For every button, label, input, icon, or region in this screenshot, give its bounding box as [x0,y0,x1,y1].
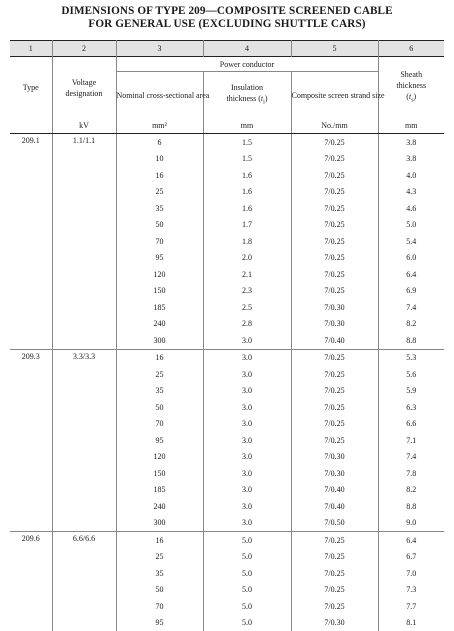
insulation-cell: 3.0 [203,482,291,499]
screen-cell: 7/0.25 [291,217,378,234]
header-type: Type [10,57,52,119]
screen-cell: 7/0.25 [291,250,378,267]
insulation-cell: 1.7 [203,217,291,234]
title-line-1: DIMENSIONS OF TYPE 209—COMPOSITE SCREENED CABLE [0,5,454,18]
insulation-cell: 3.0 [203,416,291,433]
column-number: 6 [378,41,444,57]
sheath-cell: 7.1 [378,432,444,449]
type-cell: 209.6 [10,532,52,631]
column-number: 2 [52,41,116,57]
area-cell: 16 [116,349,203,366]
voltage-cell: 6.6/6.6 [52,532,116,631]
area-cell: 35 [116,383,203,400]
voltage-cell: 1.1/1.1 [52,134,116,350]
header-screen: Composite screen strand size [291,72,378,119]
insulation-cell: 3.0 [203,332,291,349]
sheath-cell: 8.2 [378,316,444,333]
screen-cell: 7/0.25 [291,200,378,217]
sheath-cell: 5.3 [378,349,444,366]
sheath-cell: 6.7 [378,549,444,566]
area-cell: 95 [116,432,203,449]
insulation-cell: 2.3 [203,283,291,300]
sheath-cell: 7.4 [378,449,444,466]
unit-cell: kV [52,118,116,134]
header-power-conductor: Power conductor [116,57,378,72]
screen-cell: 7/0.30 [291,299,378,316]
screen-cell: 7/0.40 [291,482,378,499]
sheath-cell: 6.3 [378,399,444,416]
unit-cell: mm² [116,118,203,134]
insulation-cell: 3.0 [203,515,291,532]
sheath-cell: 6.4 [378,266,444,283]
area-cell: 95 [116,615,203,631]
screen-cell: 7/0.25 [291,532,378,549]
insulation-cell: 5.0 [203,582,291,599]
sheath-cell: 3.8 [378,151,444,168]
screen-cell: 7/0.25 [291,184,378,201]
sheath-cell: 9.0 [378,515,444,532]
sheath-cell: 4.6 [378,200,444,217]
screen-cell: 7/0.25 [291,432,378,449]
column-number: 5 [291,41,378,57]
screen-cell: 7/0.25 [291,283,378,300]
area-cell: 150 [116,283,203,300]
header-insulation [203,72,291,119]
insulation-cell: 1.6 [203,184,291,201]
screen-cell: 7/0.30 [291,449,378,466]
insulation-cell: 3.0 [203,498,291,515]
area-cell: 35 [116,565,203,582]
sheath-cell: 5.0 [378,217,444,234]
area-cell: 95 [116,250,203,267]
screen-cell: 7/0.25 [291,598,378,615]
sheath-cell: 8.8 [378,332,444,349]
header-insulation-label: Insulation thickness $(t_i)$ [226,83,267,103]
screen-cell: 7/0.25 [291,349,378,366]
area-cell: 10 [116,151,203,168]
sheath-cell: 8.1 [378,615,444,631]
insulation-cell: 5.0 [203,615,291,631]
insulation-cell: 1.5 [203,134,291,151]
sheath-cell: 6.4 [378,532,444,549]
screen-cell: 7/0.25 [291,565,378,582]
screen-cell: 7/0.30 [291,465,378,482]
insulation-cell: 3.0 [203,465,291,482]
column-number: 1 [10,41,52,57]
sheath-cell: 4.3 [378,184,444,201]
screen-cell: 7/0.25 [291,416,378,433]
table-row [10,532,444,549]
insulation-cell: 2.5 [203,299,291,316]
document-title [0,5,454,31]
insulation-cell: 2.0 [203,250,291,267]
insulation-cell: 5.0 [203,565,291,582]
insulation-cell: 1.6 [203,167,291,184]
screen-cell: 7/0.25 [291,151,378,168]
area-cell: 240 [116,498,203,515]
area-cell: 120 [116,266,203,283]
table-row [10,349,444,366]
column-number-row [10,41,444,57]
screen-cell: 7/0.40 [291,498,378,515]
screen-cell: 7/0.25 [291,167,378,184]
insulation-cell: 5.0 [203,532,291,549]
sheath-cell: 7.0 [378,565,444,582]
screen-cell: 7/0.25 [291,134,378,151]
header-sheath [378,57,444,119]
table-body [10,134,444,631]
type-cell: 209.3 [10,349,52,532]
unit-cell: mm [378,118,444,134]
area-cell: 120 [116,449,203,466]
insulation-cell: 3.0 [203,399,291,416]
area-cell: 50 [116,217,203,234]
insulation-cell: 3.0 [203,366,291,383]
area-cell: 240 [116,316,203,333]
area-cell: 70 [116,233,203,250]
area-cell: 70 [116,416,203,433]
column-number: 3 [116,41,203,57]
sheath-cell: 6.0 [378,250,444,267]
area-cell: 300 [116,515,203,532]
sheath-cell: 3.8 [378,134,444,151]
header-sheath-label: Sheath thickness $(t_s)$ [396,70,426,101]
area-cell: 185 [116,482,203,499]
screen-cell: 7/0.50 [291,515,378,532]
area-cell: 6 [116,134,203,151]
sheath-cell: 6.6 [378,416,444,433]
voltage-cell: 3.3/3.3 [52,349,116,532]
insulation-cell: 1.8 [203,233,291,250]
area-cell: 25 [116,184,203,201]
sheath-cell: 8.2 [378,482,444,499]
sheath-cell: 7.8 [378,465,444,482]
area-cell: 35 [116,200,203,217]
insulation-cell: 1.6 [203,200,291,217]
area-cell: 50 [116,582,203,599]
screen-cell: 7/0.30 [291,615,378,631]
sheath-cell: 5.9 [378,383,444,400]
header-area: Nominal cross-sectional area [116,72,203,119]
insulation-cell: 5.0 [203,549,291,566]
insulation-cell: 3.0 [203,349,291,366]
area-cell: 300 [116,332,203,349]
cable-dimensions-table [10,40,444,631]
screen-cell: 7/0.25 [291,266,378,283]
area-cell: 16 [116,532,203,549]
screen-cell: 7/0.30 [291,316,378,333]
area-cell: 185 [116,299,203,316]
unit-cell: No./mm [291,118,378,134]
area-cell: 25 [116,549,203,566]
units-row [10,118,444,134]
sheath-cell: 5.4 [378,233,444,250]
area-cell: 25 [116,366,203,383]
area-cell: 150 [116,465,203,482]
screen-cell: 7/0.25 [291,366,378,383]
insulation-cell: 5.0 [203,598,291,615]
header-voltage: Voltage designation [52,57,116,119]
screen-cell: 7/0.25 [291,233,378,250]
type-cell: 209.1 [10,134,52,350]
area-cell: 16 [116,167,203,184]
insulation-cell: 3.0 [203,432,291,449]
insulation-cell: 1.5 [203,151,291,168]
screen-cell: 7/0.40 [291,332,378,349]
group-header-row [10,57,444,72]
sheath-cell: 4.0 [378,167,444,184]
sheath-cell: 5.6 [378,366,444,383]
screen-cell: 7/0.25 [291,383,378,400]
screen-cell: 7/0.25 [291,549,378,566]
insulation-cell: 2.1 [203,266,291,283]
sheath-cell: 7.7 [378,598,444,615]
insulation-cell: 2.8 [203,316,291,333]
sheath-cell: 7.3 [378,582,444,599]
screen-cell: 7/0.25 [291,399,378,416]
unit-cell [10,118,52,134]
area-cell: 70 [116,598,203,615]
sheath-cell: 7.4 [378,299,444,316]
sheath-cell: 8.8 [378,498,444,515]
insulation-cell: 3.0 [203,449,291,466]
title-line-2: FOR GENERAL USE (EXCLUDING SHUTTLE CARS) [0,18,454,31]
column-number: 4 [203,41,291,57]
unit-cell: mm [203,118,291,134]
sheath-cell: 6.9 [378,283,444,300]
area-cell: 50 [116,399,203,416]
screen-cell: 7/0.25 [291,582,378,599]
table-row [10,134,444,151]
insulation-cell: 3.0 [203,383,291,400]
